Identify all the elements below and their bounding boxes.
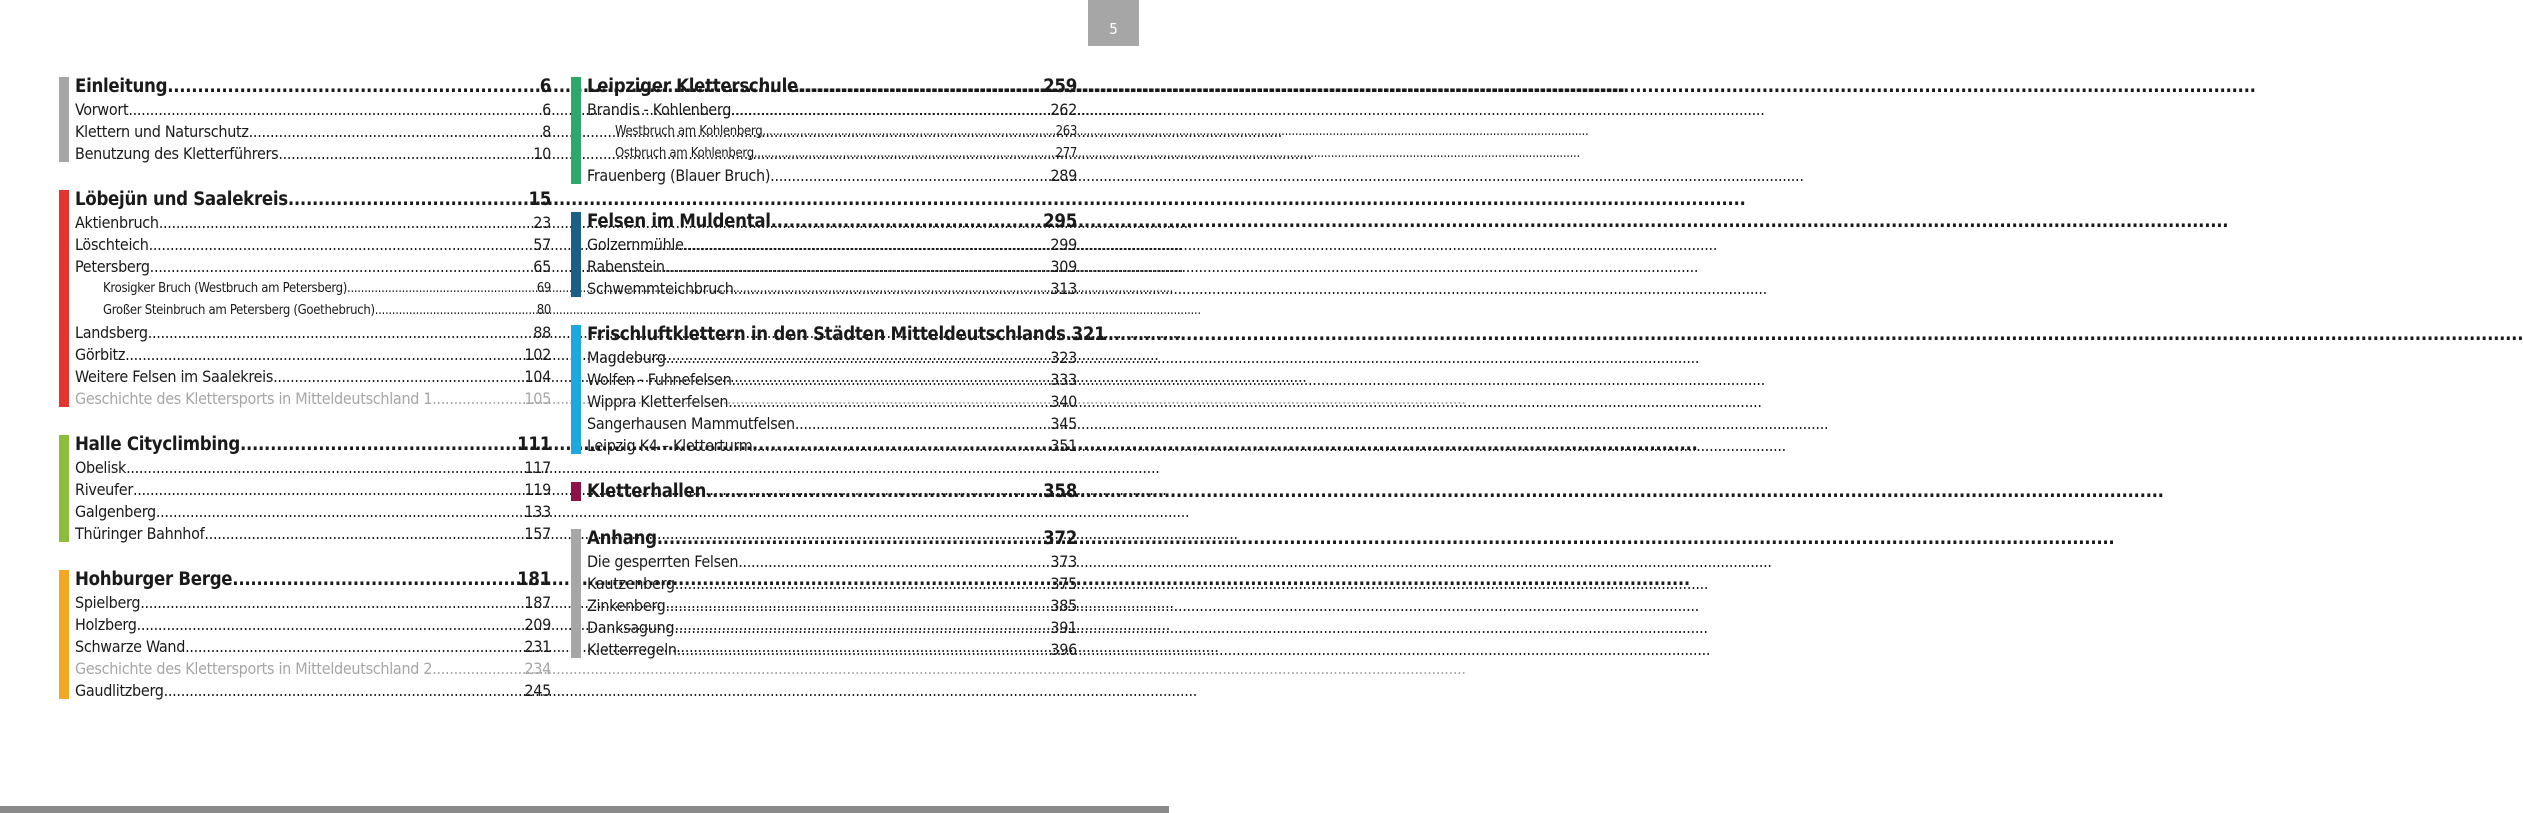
dot-leader xyxy=(156,501,525,523)
entry-title: Klettern und Naturschutz xyxy=(75,122,249,141)
toc-heading[interactable] xyxy=(587,479,1077,504)
toc-heading[interactable] xyxy=(587,322,1106,347)
entry-title: Zinkenberg xyxy=(587,596,666,615)
toc-subentry[interactable] xyxy=(75,278,551,300)
dot-leader xyxy=(288,187,529,212)
toc-right-column xyxy=(571,74,1106,661)
section-color-bar xyxy=(571,212,581,297)
entry-title: Weitere Felsen im Saalekreis xyxy=(75,367,274,386)
entry-page-number: 385 xyxy=(1050,596,1077,615)
dot-leader xyxy=(732,369,1051,391)
entry-title: Felsen im Muldental xyxy=(587,211,771,232)
toc-entry[interactable] xyxy=(75,501,551,523)
dot-leader xyxy=(133,479,524,501)
toc-entry[interactable] xyxy=(587,573,1077,595)
toc-entry[interactable] xyxy=(75,121,551,143)
entry-title: Rabenstein xyxy=(587,257,665,276)
entry-page-number: 23 xyxy=(533,213,551,232)
entry-page-number: 8 xyxy=(542,122,551,141)
entry-title: Westbruch am Kohlenberg xyxy=(615,124,763,139)
section-color-bar xyxy=(59,77,69,162)
toc-entry[interactable] xyxy=(75,256,551,278)
entry-page-number: 133 xyxy=(524,502,551,521)
entry-page-number: 295 xyxy=(1043,211,1077,232)
entry-page-number: 69 xyxy=(536,281,551,296)
section-color-bar xyxy=(571,325,581,454)
entry-title: Leipziger Kletterschule xyxy=(587,76,798,97)
toc-entry[interactable] xyxy=(587,165,1077,187)
entry-title: Wolfen - Fuhnefelsen xyxy=(587,370,732,389)
toc-entry[interactable] xyxy=(75,592,551,614)
toc-heading[interactable] xyxy=(75,567,551,592)
section-color-bar xyxy=(571,482,581,501)
entry-title: Golzernmühle xyxy=(587,235,684,254)
section-color-bar xyxy=(571,77,581,184)
toc-entry[interactable] xyxy=(587,551,1077,573)
toc-entry[interactable] xyxy=(75,658,551,680)
dot-leader xyxy=(249,121,542,143)
section-color-bar xyxy=(59,190,69,407)
entry-title: Halle Cityclimbing xyxy=(75,434,240,455)
toc-section xyxy=(59,74,551,165)
entry-page-number: 313 xyxy=(1050,279,1077,298)
entry-page-number: 102 xyxy=(524,345,551,364)
dot-leader xyxy=(753,435,1051,457)
entry-title: Landsberg xyxy=(75,323,148,342)
entry-title: Anhang xyxy=(587,528,657,549)
dot-leader xyxy=(728,391,1050,413)
entry-page-number: 245 xyxy=(524,681,551,700)
dot-leader xyxy=(232,567,517,592)
entry-title: Riveufer xyxy=(75,480,133,499)
dot-leader xyxy=(795,413,1051,435)
entry-page-number: 111 xyxy=(517,434,551,455)
entry-title: Einleitung xyxy=(75,76,168,97)
entry-title: Gaudlitzberg xyxy=(75,681,164,700)
entry-page-number: 263 xyxy=(1055,124,1077,139)
toc-section xyxy=(59,432,551,545)
dot-leader xyxy=(375,300,537,322)
toc-entry[interactable] xyxy=(587,435,1077,457)
entry-page-number: 65 xyxy=(533,257,551,276)
dot-leader xyxy=(677,639,1051,661)
toc-section xyxy=(59,567,551,702)
dot-leader xyxy=(240,432,517,457)
entry-title: Großer Steinbruch am Petersberg (Goethebruch) xyxy=(103,303,375,318)
entry-page-number: 396 xyxy=(1050,640,1077,659)
entry-title: Petersberg xyxy=(75,257,150,276)
entry-page-number: 289 xyxy=(1050,166,1077,185)
toc-section xyxy=(571,526,1077,661)
entry-title: Aktienbruch xyxy=(75,213,159,232)
entry-page-number: 333 xyxy=(1050,370,1077,389)
entry-title: Görbitz xyxy=(75,345,126,364)
dot-leader xyxy=(798,74,1043,99)
entry-title: Kautzenberg xyxy=(587,574,675,593)
toc-entry[interactable] xyxy=(75,479,551,501)
toc-section xyxy=(571,479,1077,504)
toc-section xyxy=(571,209,1077,300)
entry-page-number: 10 xyxy=(533,144,551,163)
toc-heading[interactable] xyxy=(75,187,551,212)
entry-page-number: 231 xyxy=(524,637,551,656)
toc-entry[interactable] xyxy=(75,523,551,545)
entry-page-number: 373 xyxy=(1050,552,1077,571)
toc-entry[interactable] xyxy=(75,457,551,479)
entry-page-number: 6 xyxy=(542,100,551,119)
page-number-badge xyxy=(1088,0,1139,46)
dot-leader xyxy=(125,344,524,366)
entry-title: Galgenberg xyxy=(75,502,156,521)
entry-title: Schwemmteichbruch xyxy=(587,279,734,298)
entry-title: Wippra Kletterfelsen xyxy=(587,392,729,411)
entry-page-number: 88 xyxy=(533,323,551,342)
entry-page-number: 57 xyxy=(533,235,551,254)
toc-left-column xyxy=(59,74,551,702)
entry-title: Danksagung xyxy=(587,618,675,637)
entry-page-number: 372 xyxy=(1043,528,1077,549)
entry-page-number: 234 xyxy=(524,659,551,678)
entry-page-number: 299 xyxy=(1050,235,1077,254)
entry-page-number: 119 xyxy=(524,480,551,499)
entry-page-number: 321 xyxy=(1071,324,1106,345)
dot-leader xyxy=(167,74,540,99)
toc-heading[interactable] xyxy=(587,209,1077,234)
section-color-bar xyxy=(59,570,69,699)
entry-title: Frauenberg (Blauer Bruch) xyxy=(587,166,771,185)
toc-entry[interactable] xyxy=(75,680,551,702)
toc-subentry[interactable] xyxy=(587,143,1077,165)
dot-leader xyxy=(738,551,1050,573)
toc-section xyxy=(59,187,551,410)
dot-leader xyxy=(657,526,1043,551)
toc-entry[interactable] xyxy=(587,234,1077,256)
dot-leader xyxy=(140,592,524,614)
dot-leader xyxy=(684,234,1051,256)
entry-title: Magdeburg xyxy=(587,348,666,367)
page-number: 5 xyxy=(1109,20,1118,38)
entry-title: Spielberg xyxy=(75,593,141,612)
entry-title: Schwarze Wand xyxy=(75,637,186,656)
entry-page-number: 259 xyxy=(1043,76,1077,97)
toc-entry[interactable] xyxy=(75,143,551,165)
dot-leader xyxy=(432,658,524,680)
toc-entry[interactable] xyxy=(587,391,1077,413)
dot-leader xyxy=(706,479,1043,504)
toc-entry[interactable] xyxy=(587,595,1077,617)
entry-page-number: 6 xyxy=(539,76,551,97)
entry-page-number: 309 xyxy=(1050,257,1077,276)
dot-leader xyxy=(128,99,542,121)
toc-heading[interactable] xyxy=(587,74,1077,99)
toc-entry[interactable] xyxy=(587,639,1077,661)
toc-section xyxy=(571,322,1106,457)
toc-subentry[interactable] xyxy=(587,121,1077,143)
entry-title: Löbejün und Saalekreis xyxy=(75,189,288,210)
toc-entry[interactable] xyxy=(587,278,1077,300)
dot-leader xyxy=(278,143,533,165)
dot-leader xyxy=(148,322,534,344)
toc-entry[interactable] xyxy=(75,614,551,636)
section-color-bar xyxy=(571,529,581,658)
toc-entry[interactable] xyxy=(587,369,1077,391)
dot-leader xyxy=(164,680,525,702)
entry-page-number: 157 xyxy=(524,524,551,543)
dot-leader xyxy=(770,165,1050,187)
dot-leader xyxy=(762,121,1055,143)
entry-page-number: 277 xyxy=(1055,146,1077,161)
toc-entry[interactable] xyxy=(75,344,551,366)
toc-entry[interactable] xyxy=(75,234,551,256)
section-color-bar xyxy=(59,435,69,542)
entry-page-number: 15 xyxy=(528,189,551,210)
dot-leader xyxy=(754,143,1056,165)
entry-page-number: 351 xyxy=(1050,436,1077,455)
dot-leader xyxy=(185,636,524,658)
dot-leader xyxy=(273,366,524,388)
entry-title: Kletterhallen xyxy=(587,481,707,502)
dot-leader xyxy=(137,614,525,636)
dot-leader xyxy=(734,278,1051,300)
entry-title: Geschichte des Klettersports in Mitteldeutschland 2 xyxy=(75,659,433,678)
entry-page-number: 117 xyxy=(524,458,551,477)
entry-page-number: 358 xyxy=(1043,481,1077,502)
dot-leader xyxy=(666,595,1051,617)
entry-title: Vorwort xyxy=(75,100,129,119)
dot-leader xyxy=(665,256,1051,278)
dot-leader xyxy=(771,209,1044,234)
toc-entry[interactable] xyxy=(75,212,551,234)
dot-leader xyxy=(150,256,534,278)
entry-title: Geschichte des Klettersports in Mitteldeutschland 1 xyxy=(75,389,433,408)
entry-title: Brandis - Kohlenberg xyxy=(587,100,732,119)
entry-title: Holzberg xyxy=(75,615,137,634)
toc-entry[interactable] xyxy=(75,99,551,121)
entry-page-number: 181 xyxy=(517,569,551,590)
entry-title: Obelisk xyxy=(75,458,127,477)
entry-page-number: 391 xyxy=(1050,618,1077,637)
dot-leader xyxy=(126,457,524,479)
toc-heading[interactable] xyxy=(587,526,1077,551)
dot-leader xyxy=(731,99,1050,121)
entry-title: Thüringer Bahnhof xyxy=(75,524,205,543)
entry-page-number: 375 xyxy=(1050,574,1077,593)
toc-entry[interactable] xyxy=(587,413,1077,435)
entry-page-number: 345 xyxy=(1050,414,1077,433)
entry-page-number: 340 xyxy=(1050,392,1077,411)
toc-entry[interactable] xyxy=(587,617,1077,639)
entry-title: Leipzig K4 – Kletterturm xyxy=(587,436,753,455)
entry-page-number: 104 xyxy=(524,367,551,386)
entry-title: Sangerhausen Mammutfelsen xyxy=(587,414,795,433)
entry-title: Die gesperrten Felsen xyxy=(587,552,739,571)
entry-title: Kletterregeln xyxy=(587,640,677,659)
entry-title: Löschteich xyxy=(75,235,149,254)
dot-leader xyxy=(159,212,534,234)
footer-divider xyxy=(0,806,1169,813)
toc-subentry[interactable] xyxy=(75,300,551,322)
toc-entry[interactable] xyxy=(75,366,551,388)
entry-title: Frischluftklettern in den Städten Mitteldeutschlands xyxy=(587,324,1066,345)
entry-page-number: 105 xyxy=(524,389,551,408)
entry-page-number: 187 xyxy=(524,593,551,612)
toc-heading[interactable] xyxy=(75,74,551,99)
toc-section xyxy=(571,74,1077,187)
toc-entry[interactable] xyxy=(587,99,1077,121)
entry-title: Krosigker Bruch (Westbruch am Petersberg) xyxy=(103,281,348,296)
entry-page-number: 80 xyxy=(536,303,551,318)
toc-entry[interactable] xyxy=(75,388,551,410)
dot-leader xyxy=(432,388,524,410)
entry-title: Hohburger Berge xyxy=(75,569,233,590)
entry-page-number: 262 xyxy=(1050,100,1077,119)
dot-leader xyxy=(675,573,1051,595)
dot-leader xyxy=(347,278,537,300)
dot-leader xyxy=(666,347,1051,369)
dot-leader xyxy=(149,234,534,256)
entry-title: Benutzung des Kletterführers xyxy=(75,144,279,163)
entry-page-number: 209 xyxy=(524,615,551,634)
entry-page-number: 323 xyxy=(1050,348,1077,367)
dot-leader xyxy=(674,617,1050,639)
dot-leader xyxy=(204,523,524,545)
toc-entry[interactable] xyxy=(587,347,1077,369)
toc-entry[interactable] xyxy=(75,322,551,344)
entry-title: Ostbruch am Kohlenberg xyxy=(615,146,754,161)
toc-entry[interactable] xyxy=(587,256,1077,278)
toc-entry[interactable] xyxy=(75,636,551,658)
toc-heading[interactable] xyxy=(75,432,551,457)
